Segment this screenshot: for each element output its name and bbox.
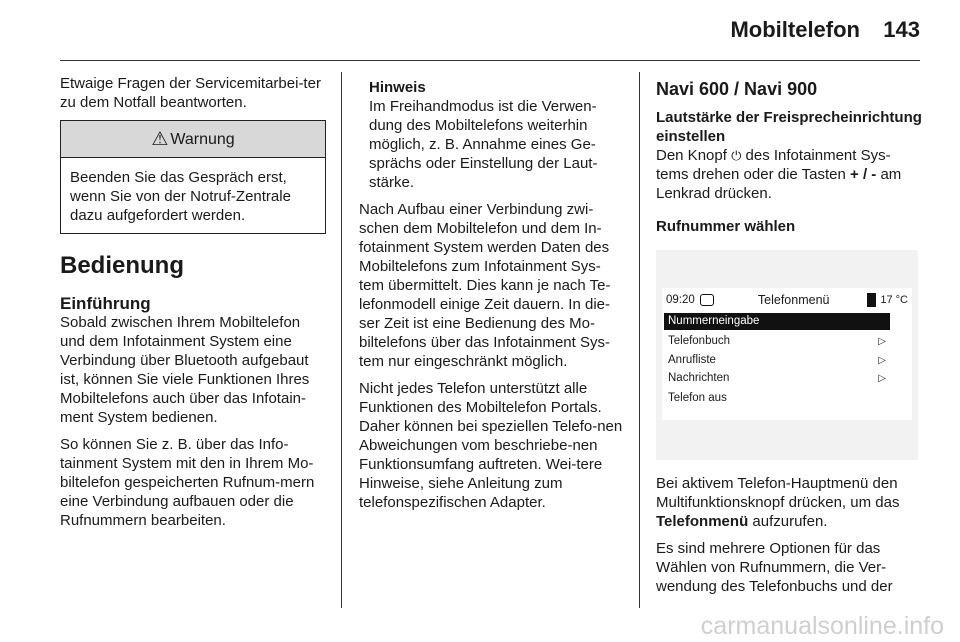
chevron-right-icon: ▷ (878, 355, 886, 366)
warning-text: Beenden Sie das Gespräch erst, wenn Sie von der Notruf-Zentrale dazu aufgefordert werden. (70, 169, 291, 224)
note-block (359, 78, 623, 192)
warning-title: Warnung (170, 130, 235, 148)
page-number: 143 (883, 17, 920, 42)
warning-header (61, 121, 325, 158)
screen-menu-item: Telefonbuch ▷ (668, 335, 886, 347)
warning-triangle-icon: ⚠ (151, 128, 169, 150)
screen-temperature: 17 °C (880, 293, 908, 306)
section-title: Bedienung (60, 252, 184, 279)
volume-paragraph: Den Knopf ⏻ des Infotainment Sys-tems drehen oder die Tasten + / - am Lenkrad drücken. (656, 147, 902, 202)
intro-paragraph: Etwaige Fragen der Servicemitarbei-ter zu dem Notfall beantworten. (60, 75, 321, 111)
chevron-right-icon: ▷ (878, 373, 886, 384)
screen-time: 09:20 (666, 293, 695, 306)
navi-title: Navi 600 / Navi 900 (656, 79, 818, 99)
warning-box (60, 120, 326, 234)
power-knob-icon: ⏻ (731, 148, 742, 163)
infotainment-screenshot (656, 250, 918, 460)
subsection-title: Einführung (60, 294, 151, 313)
example-paragraph: So können Sie z. B. über das Info-tainment System mit den in Ihrem Mo-biltelefon gespeicherten Rufnum-mern eine Verbindung aufbauen oder die Rufnummern bearbeiten. (60, 436, 315, 529)
column-divider-2 (639, 72, 640, 608)
column-left (60, 74, 326, 538)
header-divider (60, 60, 920, 61)
column-right (656, 78, 922, 604)
page-header-title: Mobiltelefon (730, 17, 860, 42)
screen-title: Telefonmenü (757, 292, 830, 307)
dial-subtitle: Rufnummer wählen (656, 218, 796, 235)
screen-menu-item: Anrufliste ▷ (668, 354, 886, 366)
volume-subtitle: Lautstärke der Freisprecheinrichtung einstellen (656, 109, 922, 145)
intro-operation-paragraph: Sobald zwischen Ihrem Mobiltelefon und dem Infotainment System eine Verbindung über Bluetooth aufgebaut ist, können Sie viele Funktionen Ihres Mobiltelefons auch über das Infotain-ment System bedienen. (60, 314, 310, 426)
compatibility-paragraph: Nicht jedes Telefon unterstützt alle Funktionen des Mobiltelefon Portals. Daher können bei speziellen Telefo-nen Abweichungen vom beschriebe-nen Funktionsumfang auftreten. Wei-tere Hinweise, siehe Anleitung zum telefonspezifischen Adapter. (359, 380, 623, 511)
column-divider-1 (341, 72, 342, 608)
phone-icon (700, 294, 714, 306)
options-paragraph: Es sind mehrere Optionen für das Wählen von Rufnummern, die Ver-wendung des Telefonbuchs und der (656, 540, 893, 595)
screen-menu-item: Telefon aus (668, 392, 727, 404)
screen-menu-item-selected: Nummerneingabe (664, 313, 890, 330)
telephone-menu-paragraph: Bei aktivem Telefon-Hauptmenü den Multifunktionsknopf drücken, um das Telefonmenü aufzurufen. (656, 475, 900, 530)
screen-menu-item: Nachrichten ▷ (668, 372, 886, 384)
connection-paragraph: Nach Aufbau einer Verbindung zwi-schen dem Mobiltelefon und dem In-fotainment System werden Daten des Mobiltelefons zum Infotainment Sys-tem übermittelt. Dies kann je nach Te-lefonmodell einige Zeit dauern. In die-ser Zeit ist eine Bedienung des Mo-biltelefons über das Infotainment Sys-tem nur eingeschränkt möglich. (359, 201, 611, 370)
note-text: Im Freihandmodus ist die Verwen-dung des Mobiltelefons weiterhin möglich, z. B. Annahme eines Ge-sprächs oder Einstellung der Laut-stärke. (369, 98, 598, 191)
phone-signal-icon (867, 293, 876, 307)
note-label: Hinweis (369, 79, 426, 96)
column-middle (359, 78, 623, 520)
watermark: carmanualsonline.info (700, 612, 944, 640)
screen-status-bar (666, 290, 908, 310)
chevron-right-icon: ▷ (878, 336, 886, 347)
